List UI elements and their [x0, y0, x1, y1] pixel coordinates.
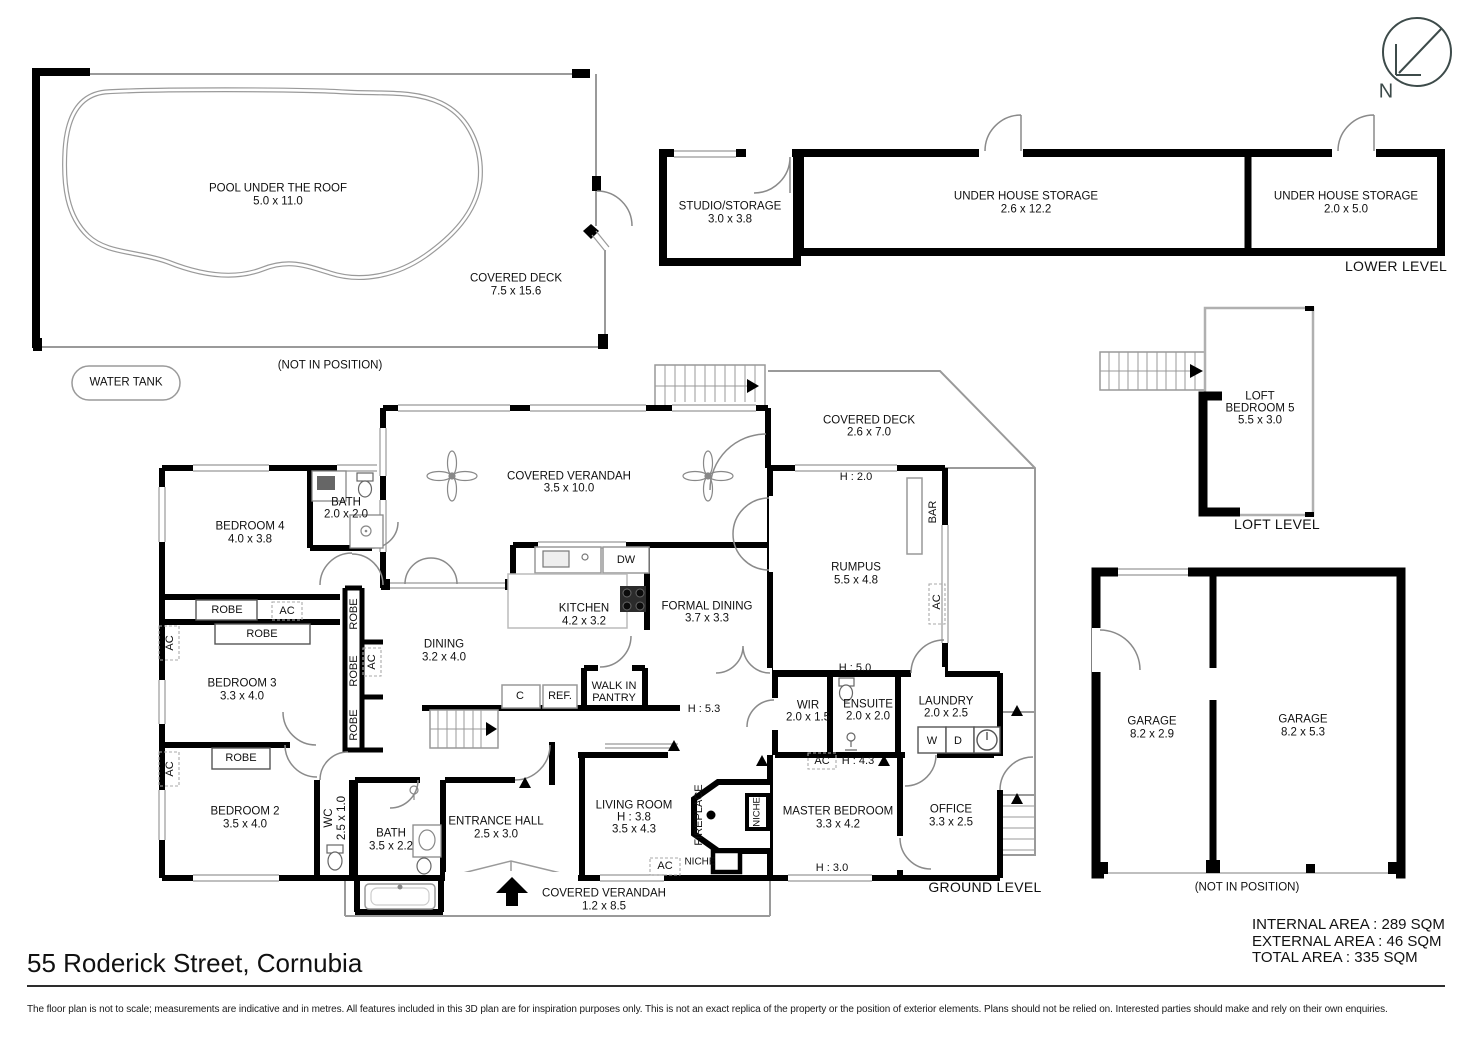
loft-level-label: LOFT LEVEL	[1233, 516, 1321, 533]
ac-label: AC	[163, 635, 176, 651]
garage-left-dims: 8.2 x 2.9	[1129, 728, 1175, 741]
pool-dims: 5.0 x 11.0	[253, 195, 303, 208]
north-compass-icon	[1383, 18, 1451, 86]
bath-main-dims: 3.5 x 2.2	[368, 840, 414, 853]
living-height: H : 3.8	[617, 811, 651, 824]
pool-deck-dims: 7.5 x 15.6	[490, 285, 542, 298]
divider	[27, 985, 1445, 987]
ac-label: AC	[814, 754, 830, 767]
landing-stairs	[1000, 806, 1035, 850]
bath-upper-label: BATH	[331, 496, 361, 509]
robe-label: ROBE	[211, 603, 243, 616]
not-in-position-note: (NOT IN POSITION)	[277, 359, 383, 372]
loft-label-1: LOFT	[1245, 390, 1275, 403]
master-label: MASTER BEDROOM	[782, 805, 894, 818]
storage-long-dims: 2.6 x 12.2	[1000, 203, 1052, 216]
ceiling-fan	[427, 451, 477, 501]
living-dims: 3.5 x 4.3	[611, 823, 657, 836]
washer-label: W	[926, 734, 938, 747]
fireplace-label: FIREPLACE	[692, 784, 705, 846]
lower-level-label: LOWER LEVEL	[1344, 258, 1448, 275]
ensuite-dims: 2.0 x 2.0	[845, 710, 891, 723]
robe-label: ROBE	[246, 627, 278, 640]
kitchen-dims: 4.2 x 3.2	[561, 615, 607, 628]
studio-dims: 3.0 x 3.8	[707, 213, 753, 226]
covered-deck-dims: 2.6 x 7.0	[846, 426, 892, 439]
loft-label-2: BEDROOM 5	[1225, 402, 1295, 415]
entrance-hall-dims: 2.5 x 3.0	[473, 828, 519, 841]
bath-upper-dims: 2.0 x 2.0	[323, 508, 369, 521]
master-dims: 3.3 x 4.2	[815, 818, 861, 831]
rumpus-dims: 5.5 x 4.8	[833, 574, 879, 587]
water-tank-label: WATER TANK	[89, 376, 163, 389]
bar-counter	[907, 478, 922, 554]
internal-area: INTERNAL AREA : 289 SQM	[1252, 916, 1445, 933]
ac-rumpus: AC	[930, 594, 943, 610]
bedroom3-label: BEDROOM 3	[207, 677, 277, 690]
pool-enclosure	[33, 69, 632, 400]
laundry-label: LAUNDRY	[918, 695, 974, 708]
loft-dims: 5.5 x 3.0	[1237, 414, 1283, 427]
robe-label: ROBE	[347, 655, 360, 687]
laundry-dims: 2.0 x 2.5	[923, 707, 969, 720]
dining-label: DINING	[423, 638, 465, 651]
front-verandah-dims: 1.2 x 8.5	[581, 900, 627, 913]
c-label: C	[516, 689, 524, 702]
covered-deck-label: COVERED DECK	[822, 414, 916, 427]
deck-height: H : 2.0	[839, 470, 873, 483]
garage-left-label: GARAGE	[1127, 715, 1177, 728]
hall-height: H : 5.3	[687, 702, 721, 715]
studio-label: STUDIO/STORAGE	[678, 200, 782, 213]
verandah-dims: 3.5 x 10.0	[543, 482, 595, 495]
page-title: 55 Roderick Street, Cornubia	[27, 948, 363, 978]
pool-label: POOL UNDER THE ROOF	[208, 182, 348, 195]
bedroom4-dims: 4.0 x 3.8	[227, 533, 273, 546]
ac-label: AC	[163, 761, 176, 777]
wir-dims: 2.0 x 1.5	[785, 711, 831, 724]
lower-level-plan	[663, 115, 1441, 262]
robe-label: ROBE	[225, 751, 257, 764]
wir-label: WIR	[796, 699, 820, 712]
ref-label: REF.	[548, 689, 572, 702]
bedroom4-label: BEDROOM 4	[215, 520, 285, 533]
living-label: LIVING ROOM	[595, 799, 673, 812]
storage-long-label: UNDER HOUSE STORAGE	[953, 190, 1099, 203]
area-summary	[1252, 917, 1445, 967]
pantry-label-1: WALK IN	[591, 679, 637, 692]
master-height: H : 3.0	[815, 861, 849, 874]
ground-level-label: GROUND LEVEL	[928, 879, 1042, 896]
wc-label: WC 2.5 x 1.0	[323, 795, 348, 841]
ensuite-label: ENSUITE	[843, 698, 893, 711]
bath-main-label: BATH	[376, 827, 406, 840]
not-in-position-garage: (NOT IN POSITION)	[1194, 881, 1300, 894]
pantry-label-2: PANTRY	[592, 691, 636, 704]
external-area: EXTERNAL AREA : 46 SQM	[1252, 932, 1442, 950]
bar-label: BAR	[926, 500, 939, 524]
total-area: TOTAL AREA : 335 SQM	[1252, 949, 1418, 966]
robe-label: ROBE	[347, 709, 360, 741]
office-label: OFFICE	[929, 803, 973, 816]
office-dims: 3.3 x 2.5	[928, 816, 974, 829]
dining-dims: 3.2 x 4.0	[421, 651, 467, 664]
garage-right-label: GARAGE	[1278, 713, 1328, 726]
ac-label: AC	[279, 604, 295, 617]
rumpus-height: H : 5.0	[838, 661, 872, 674]
dw-label: DW	[616, 553, 636, 566]
garage-right-dims: 8.2 x 5.3	[1280, 726, 1326, 739]
bedroom2-dims: 3.5 x 4.0	[222, 818, 268, 831]
bedroom3-dims: 3.3 x 4.0	[219, 690, 265, 703]
niche-lower-shape	[713, 851, 740, 872]
bedroom2-label: BEDROOM 2	[210, 805, 280, 818]
storage-small-label: UNDER HOUSE STORAGE	[1273, 190, 1419, 203]
disclaimer: The floor plan is not to scale; measurements are indicative and in metres. All features included in this 3D plan are for inspiration purposes only. This is not an exact replica of the property or the position of exterior elements. Plans should not be relied on. Interested parties should make and rely on their own enquiries.	[27, 1004, 1388, 1015]
pool-deck-label: COVERED DECK	[469, 272, 563, 285]
niche-label: NICHE	[751, 797, 763, 827]
rumpus-label: RUMPUS	[831, 561, 881, 574]
storage-small-dims: 2.0 x 5.0	[1323, 203, 1369, 216]
verandah-label: COVERED VERANDAH	[507, 470, 631, 483]
formal-dining-dims: 3.7 x 3.3	[684, 612, 730, 625]
formal-dining-label: FORMAL DINING	[661, 600, 753, 613]
dryer-label: D	[954, 734, 962, 747]
ac-label: AC	[365, 654, 378, 670]
ceiling-fan	[683, 451, 733, 501]
north-label: N	[1378, 80, 1394, 103]
robe-label: ROBE	[347, 598, 360, 630]
entrance-hall-label: ENTRANCE HALL	[448, 815, 544, 828]
kitchen-label: KITCHEN	[558, 602, 610, 615]
front-verandah-label: COVERED VERANDAH	[542, 887, 666, 900]
bed-hall-height: H : 4.3	[841, 754, 875, 767]
niche-label: NICHE	[684, 856, 716, 868]
ac-label: AC	[657, 859, 673, 872]
